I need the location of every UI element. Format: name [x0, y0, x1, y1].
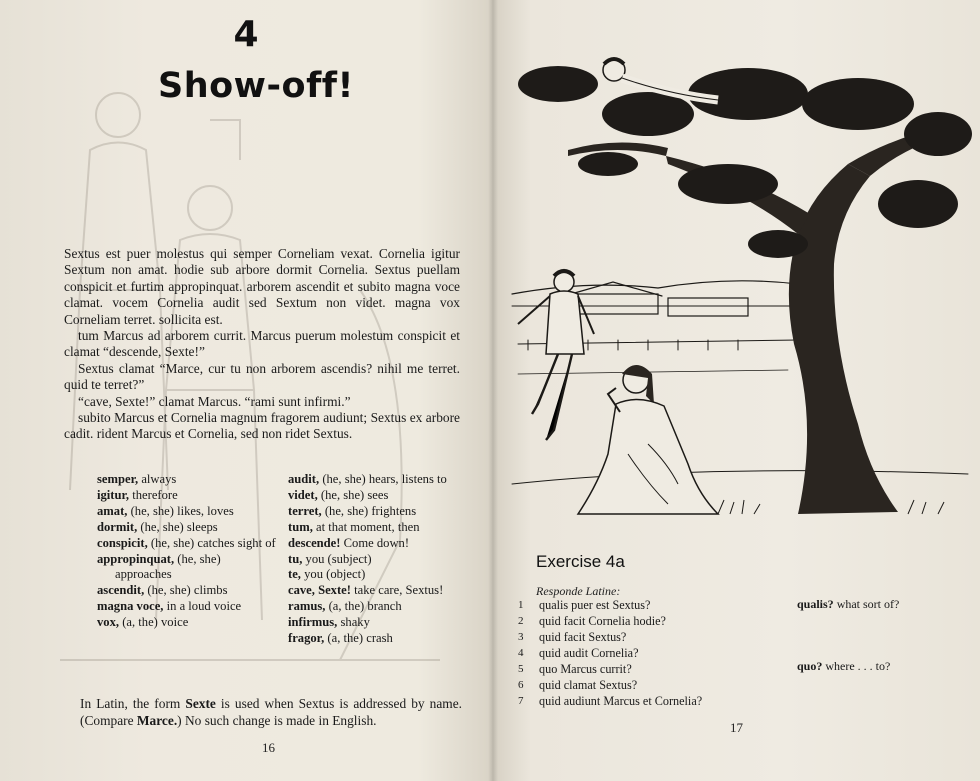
- question-text: quid clamat Sextus?: [539, 678, 638, 692]
- question-item: [518, 693, 818, 709]
- question-text: qualis puer est Sextus?: [539, 598, 651, 612]
- note-text: is used when Sextus is addressed by name. (Compare: [80, 696, 462, 728]
- vocab-item: [97, 472, 279, 488]
- vocabulary-column-1: [97, 472, 279, 631]
- gloss-def: where . . . to?: [825, 659, 891, 673]
- vocab-term: conspicit,: [97, 535, 148, 550]
- vocab-term: descende!: [288, 535, 341, 550]
- vocab-item: [97, 504, 279, 520]
- vocab-item: [97, 520, 279, 536]
- right-page: [492, 0, 980, 781]
- vocab-term: audit,: [288, 472, 320, 486]
- vocab-def: shaky: [340, 615, 370, 630]
- question-text: quid audit Cornelia?: [539, 646, 639, 660]
- gloss-quo: [797, 659, 890, 674]
- vocab-item: [97, 488, 279, 504]
- exercise-instruction: Responde Latine:: [536, 584, 621, 598]
- vocab-item: [288, 536, 478, 552]
- question-number: 4: [518, 647, 524, 659]
- question-item: [518, 677, 818, 693]
- vocab-item: [97, 583, 279, 599]
- vocab-term: ramus,: [288, 599, 326, 614]
- vocab-def: you (subject): [305, 551, 372, 566]
- question-number: 7: [518, 695, 524, 707]
- vocab-term: cave, Sexte!: [288, 583, 351, 598]
- gloss-qualis: [797, 597, 899, 612]
- vocab-def: (he, she) hears, listens to: [322, 472, 447, 486]
- vocab-term: appropinquat,: [97, 551, 175, 566]
- vocab-def: therefore: [132, 487, 178, 502]
- story-paragraph: tum Marcus ad arborem currit. Marcus puerum molestum conspicit et clamat “descende, Sexte!”: [64, 328, 460, 360]
- story-text: [64, 246, 460, 443]
- vocab-item: [288, 472, 478, 488]
- vocab-def: take care, Sextus!: [354, 583, 444, 598]
- vocab-term: infirmus,: [288, 615, 338, 630]
- vocab-def: (a, the) crash: [327, 631, 393, 646]
- vocab-def: (he, she) climbs: [147, 583, 228, 598]
- question-number: 2: [518, 615, 524, 627]
- question-number: 6: [518, 679, 524, 691]
- vocab-item: [288, 552, 478, 568]
- question-item: [518, 661, 818, 677]
- question-number: 1: [518, 599, 524, 611]
- gloss-term: qualis?: [797, 597, 834, 611]
- question-item: [518, 629, 818, 645]
- vocab-term: ascendit,: [97, 583, 145, 598]
- vocab-item: [288, 488, 478, 504]
- gloss-term: quo?: [797, 659, 823, 673]
- story-paragraph: subito Marcus et Cornelia magnum fragorem audiunt; Sextus ex arbore cadit. rident Marcus et Cornelia, sed non ridet Sextus.: [64, 410, 460, 442]
- vocab-term: tu,: [288, 551, 303, 566]
- tree-children-illustration-icon: [498, 44, 974, 534]
- question-item: [518, 613, 818, 629]
- question-text: quid audiunt Marcus et Cornelia?: [539, 694, 703, 708]
- vocab-term: dormit,: [97, 519, 138, 534]
- vocab-def: always: [141, 472, 177, 486]
- question-text: quid facit Cornelia hodie?: [539, 614, 666, 628]
- vocab-def: Come down!: [343, 535, 410, 550]
- vocab-def: (he, she) catches sight of: [150, 535, 276, 550]
- chapter-title: Show-off!: [158, 66, 354, 106]
- vocab-def: at that moment, then: [316, 519, 420, 534]
- vocab-item: [97, 615, 279, 631]
- question-item: [518, 597, 818, 613]
- grammar-note: [80, 696, 462, 729]
- vocab-term: tum,: [288, 519, 313, 534]
- vocab-term: terret,: [288, 503, 322, 518]
- vocabulary-column-2: [288, 472, 478, 647]
- vocab-term: igitur,: [97, 487, 130, 502]
- chapter-number: 4: [233, 14, 259, 55]
- vocab-def: (he, she) sleeps: [140, 519, 218, 534]
- vocab-def: (a, the) voice: [122, 615, 189, 630]
- story-paragraph: Sextus clamat “Marce, cur tu non arborem ascendis? nihil me terret. quid te terret?”: [64, 360, 460, 393]
- vocab-def: (he, she) likes, loves: [130, 503, 234, 518]
- vocab-def: (he, she) sees: [320, 487, 389, 502]
- question-list: [518, 597, 818, 709]
- vocab-item: [97, 552, 279, 584]
- vocab-term: te,: [288, 567, 301, 582]
- page-number-left: 16: [262, 740, 275, 755]
- question-text: quid facit Sextus?: [539, 630, 627, 644]
- vocab-term: vox,: [97, 615, 120, 630]
- vocab-item: [288, 631, 478, 647]
- vocab-def: you (object): [304, 567, 366, 582]
- vocab-term: semper,: [97, 472, 139, 486]
- question-number: 5: [518, 663, 524, 675]
- vocab-term: fragor,: [288, 631, 325, 646]
- exercise-title: Exercise 4a: [536, 552, 625, 571]
- vocab-item: [97, 536, 279, 552]
- vocab-item: [288, 615, 478, 631]
- book-gutter: [488, 0, 498, 781]
- vocab-item: [288, 567, 478, 583]
- vocab-def: (a, the) branch: [328, 599, 402, 614]
- question-text: quo Marcus currit?: [539, 662, 632, 676]
- vocab-item: [288, 520, 478, 536]
- note-text: In Latin, the form: [80, 696, 186, 711]
- story-paragraph: “cave, Sexte!” clamat Marcus. “rami sunt infirmi.”: [78, 393, 351, 409]
- vocab-def: in a loud voice: [166, 599, 242, 614]
- vocab-def: (he, she) approaches: [115, 551, 221, 582]
- question-item: [518, 645, 818, 661]
- vocab-item: [97, 599, 279, 615]
- note-bold: Sexte: [185, 696, 216, 711]
- question-number: 3: [518, 631, 524, 643]
- vocab-item: [288, 583, 478, 599]
- note-bold: Marce.: [136, 712, 178, 728]
- vocab-item: [288, 599, 478, 615]
- page-number-right: 17: [730, 720, 743, 735]
- note-text: ) No such change is made in English.: [177, 712, 377, 728]
- vocab-term: magna voce,: [97, 599, 164, 614]
- vocab-item: [288, 504, 478, 520]
- vocab-term: amat,: [97, 503, 128, 518]
- gloss-def: what sort of?: [836, 597, 900, 611]
- vocab-term: videt,: [288, 487, 318, 502]
- vocab-def: (he, she) frightens: [324, 503, 417, 518]
- story-paragraph: Sextus est puer molestus qui semper Corneliam vexat. Cornelia igitur Sextum non amat. hodie sub arbore dormit Cornelia. Sextus puellam conspicit et furtim appropinquat. arborem ascendit et subito magna voce clamat. vocem Cornelia audit sed Sextum non videt. magna vox Corneliam terret. sollicita est.: [64, 246, 460, 327]
